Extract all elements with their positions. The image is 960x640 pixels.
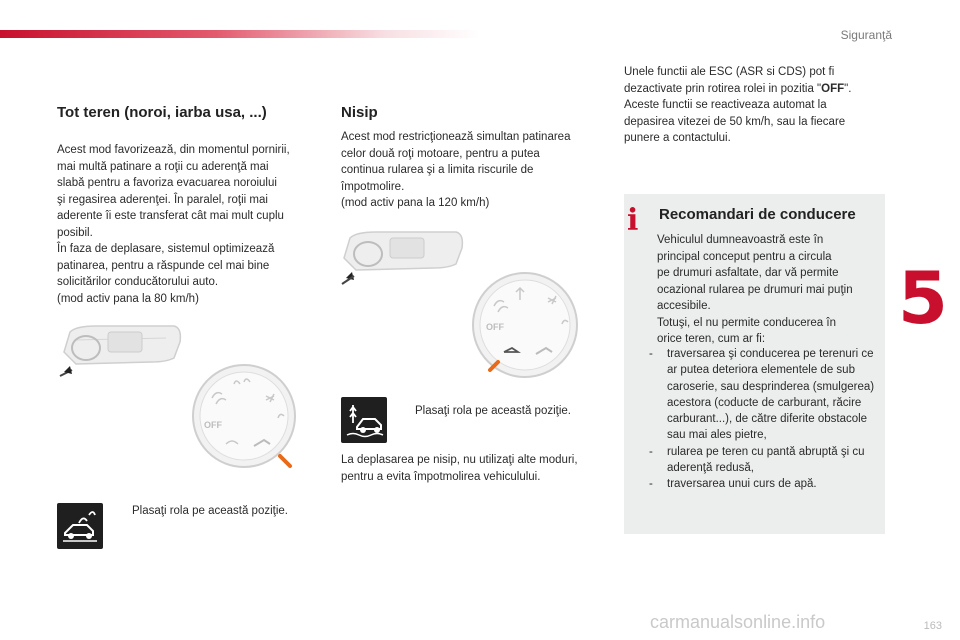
sand-mode-icon: [341, 397, 387, 443]
list-item-text: traversarea şi conducerea pe terenuri ce ar putea deteriora elementele de sub caroserie, sau desprinderea (smulgerea) acestora (coducte de carburant, răcire carburant...), de către diferite obstacole sau mai ales pietre,: [667, 348, 875, 442]
list-dash: -: [649, 478, 653, 491]
mud-mode-icon: [57, 503, 103, 549]
page-number: 163: [923, 620, 942, 632]
sand-mode-instruction-text: Plasaţi rola pe această poziţie.: [415, 405, 571, 417]
info-icon: i: [627, 203, 639, 238]
dashboard-illustration: [56, 322, 186, 378]
recommendations-title: Recomandari de conducere: [659, 206, 856, 223]
list-dash: -: [649, 445, 653, 458]
list-item: [647, 476, 881, 492]
list-dash: -: [649, 348, 653, 360]
list-item: [647, 444, 881, 477]
sand-mode-title: Nisip: [341, 104, 378, 121]
mode-selector-dial: [470, 270, 580, 380]
chapter-number: 5: [897, 256, 948, 340]
header-accent-bar: [0, 30, 480, 38]
dashboard-illustration: [336, 228, 468, 286]
mud-mode-title: Tot teren (noroi, iarba usa, ...): [57, 104, 267, 121]
section-title: Siguranţă: [840, 28, 892, 42]
list-item: [647, 346, 881, 444]
esc-info-text-part1: Unele functii ale ESC (ASR si CDS) pot fi dezactivate prin rotirea rolei in pozitia ": [624, 66, 835, 95]
list-item-text: traversarea unui curs de apă.: [667, 478, 817, 491]
esc-info-text-part2: ". Aceste functii se reactiveaza automat la depasirea vitezei de 50 km/h, sau la fiecare punere a contactului.: [624, 82, 852, 144]
esc-info-text: [624, 64, 886, 147]
dial-off-label: OFF: [204, 420, 222, 430]
sand-mode-note: La deplasarea pe nisip, nu utilizaţi alte moduri, pentru a evita împotmolirea vehiculului.: [341, 454, 578, 483]
recommendations-body: Vehiculul dumneavoastră este în principal conceput pentru a circula pe drumuri asfaltate, dar vă permite ocazional rularea pe drumuri mai puţin accesibile. Totuşi, el nu permite conducerea în orice teren, cum ar fi:: [657, 234, 853, 345]
mode-selector-dial: [190, 362, 298, 470]
sand-mode-description: Acest mod restricţionează simultan patinarea celor două roţi motoare, pentru a putea continua rularea şi a limita riscurile de împotmolire. (mod activ pana la 120 km/h): [341, 131, 571, 209]
sand-mode-instruction: [399, 403, 609, 419]
dial-off-label: OFF: [486, 322, 504, 332]
list-item-text: rularea pe teren cu pantă abruptă şi cu aderenţă redusă,: [667, 445, 865, 475]
watermark: carmanualsonline.info: [650, 612, 826, 632]
recommendations-list: [647, 346, 881, 493]
mud-mode-instruction: [116, 503, 316, 519]
mud-mode-description: Acest mod favorizează, din momentul pornirii, mai multă patinare a roţii cu aderenţă mai slabă pentru a favoriza evacuarea noroiului şi regasirea aderenţei. În paralel, roţii mai aderente îi este transferat cât mai mult cuplu posibil. În faza de deplasare, sistemul optimizează patinarea, pentru a răspunde cel mai bine solicitărilor conducătorului auto. (mod activ pana la 80 km/h): [57, 144, 290, 305]
mud-mode-instruction-text: Plasaţi rola pe această poziţie.: [132, 505, 288, 517]
esc-off-label: OFF: [821, 82, 845, 95]
